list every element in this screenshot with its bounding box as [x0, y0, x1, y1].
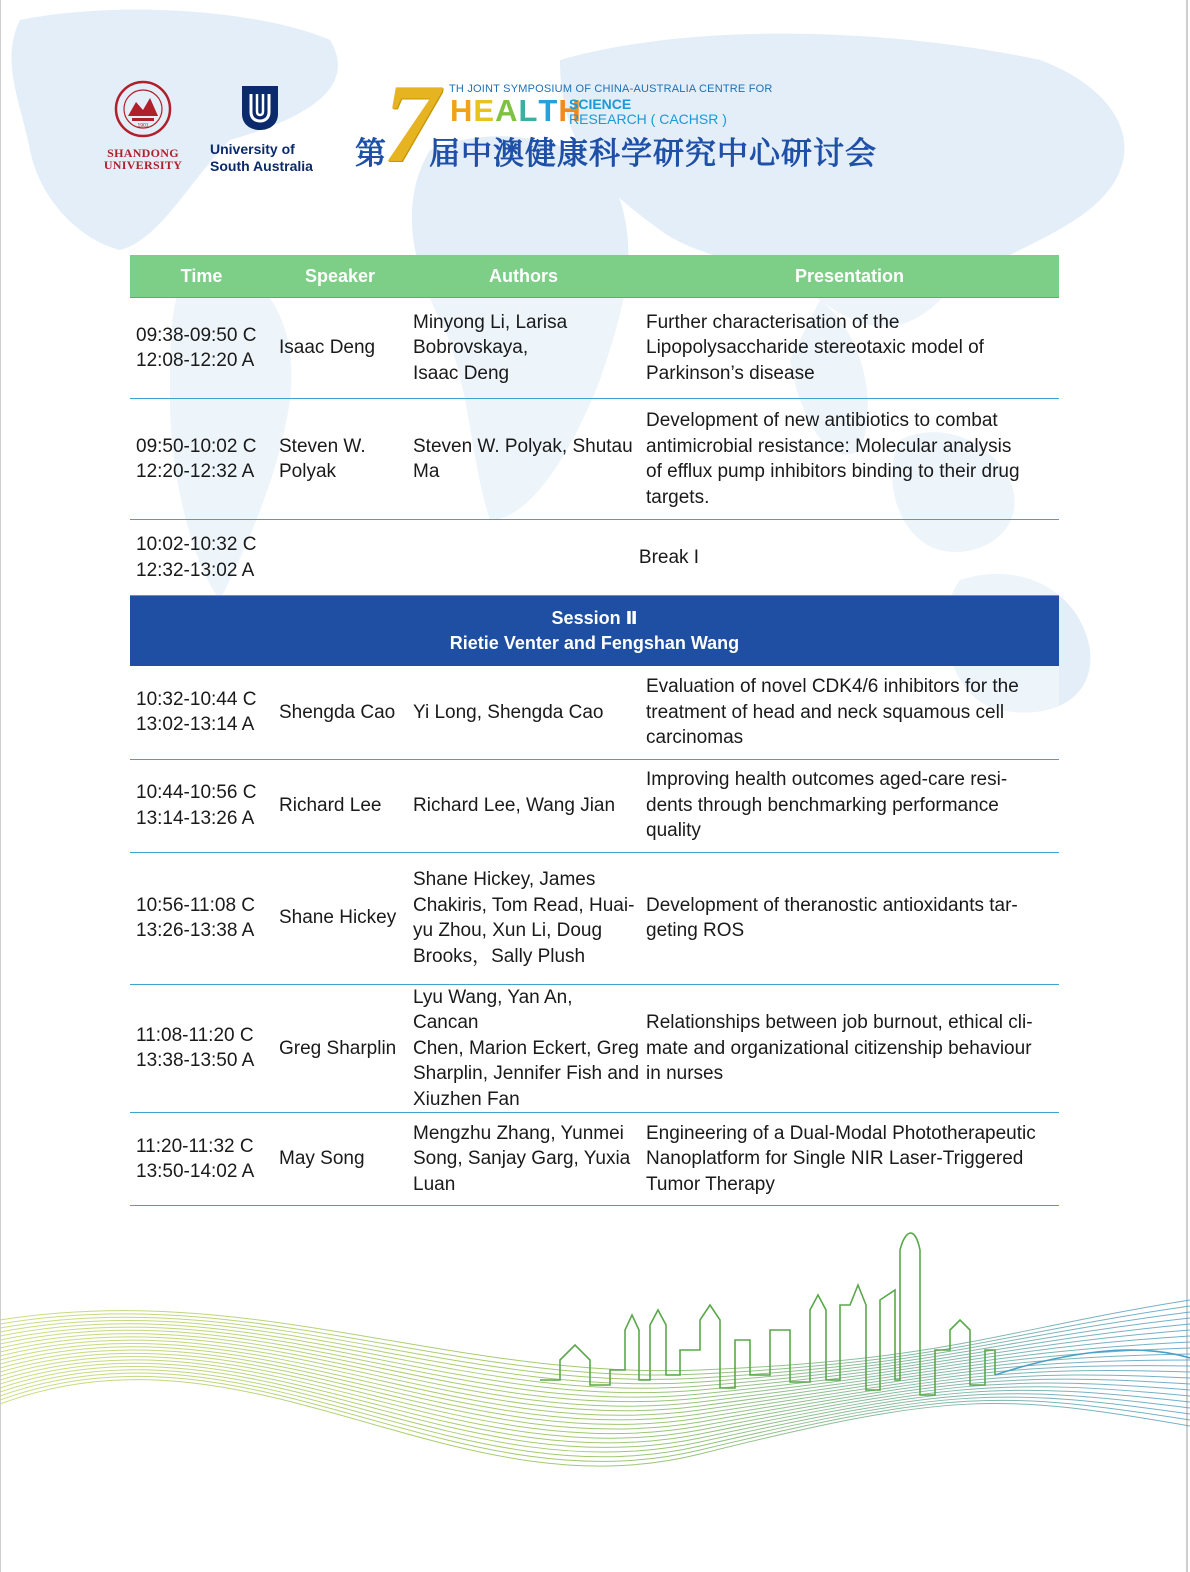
presentation-line: Further characterisation of the: [646, 311, 900, 333]
break-row: [130, 520, 1059, 596]
unisa-logo: [210, 84, 320, 175]
presentation-line: quality: [646, 820, 701, 842]
speaker-cell: Shane Hickey: [273, 852, 407, 984]
presentation-line: antimicrobial resistance: Molecular analysis: [646, 435, 1012, 457]
authors-line: Mengzhu Zhang, Yunmei: [413, 1122, 624, 1144]
time-c: 10:32-10:44 C: [136, 688, 257, 710]
session-title: Session Ⅱ: [551, 608, 638, 628]
time-cell: [130, 399, 273, 520]
authors-line: yu Zhou, Xun Li, Doug: [413, 920, 603, 941]
seal-year: 1901: [137, 123, 149, 129]
presentation-cell: [640, 1113, 1059, 1206]
table-row: [130, 666, 1059, 759]
time-a: 13:14-13:26 A: [136, 807, 255, 829]
unisa-shield-icon: [240, 84, 280, 132]
header-speaker: Speaker: [273, 255, 407, 298]
presentation-cell: [640, 759, 1059, 852]
presentation-line: Lipopolysaccharide stereotaxic model of: [646, 337, 984, 359]
time-cell: [130, 984, 273, 1113]
shandong-seal-icon: [114, 80, 172, 138]
page-header: [0, 0, 1190, 200]
presentation-line: Improving health outcomes aged-care resi-: [646, 769, 1008, 791]
presentation-line: treatment of head and neck squamous cell: [646, 701, 1005, 723]
speaker-cell: Steven W. Polyak: [273, 399, 407, 520]
time-cell: [130, 666, 273, 759]
presentation-line: in nurses: [646, 1063, 724, 1084]
symposium-number: 7: [383, 62, 439, 186]
break-time: [130, 520, 273, 596]
health-letter: E: [473, 93, 496, 128]
research-word: RESEARCH ( CACHSR ): [569, 111, 727, 127]
science-word: SCIENCE: [569, 96, 632, 112]
authors-cell: [407, 852, 640, 984]
speaker-cell: Greg Sharplin: [273, 984, 407, 1113]
presentation-line: dents through benchmarking performance: [646, 794, 999, 816]
chinese-title: [355, 128, 877, 173]
symposium-line: TH JOINT SYMPOSIUM OF CHINA-AUSTRALIA CENTRE FOR: [449, 83, 773, 95]
authors-cell: [407, 1113, 640, 1206]
header-time: Time: [130, 255, 273, 298]
presentation-cell: [640, 852, 1059, 984]
authors-line: Chen, Marion Eckert, Greg: [413, 1037, 639, 1059]
schedule-table: [130, 255, 1059, 1206]
presentation-line: Development of theranostic antioxidants tar-: [646, 894, 1018, 916]
shandong-university-logo: [100, 80, 186, 171]
session-chairs: Rietie Venter and Fengshan Wang: [449, 633, 740, 653]
authors-cell: [407, 298, 640, 399]
presentation-cell: [640, 984, 1059, 1113]
time-c: 09:50-10:02 C: [136, 435, 257, 457]
chinese-title-rest: 届中澳健康科学研究中心研讨会: [429, 136, 877, 171]
presentation-line: targets.: [646, 486, 710, 508]
time-a: 13:02-13:14 A: [136, 714, 255, 736]
session-cell: [130, 596, 1059, 667]
time-c: 11:08-11:20 C: [136, 1024, 254, 1046]
speaker-cell: Isaac Deng: [273, 298, 407, 399]
presentation-line: Relationships between job burnout, ethical cli-: [646, 1012, 1033, 1033]
time-a: 12:08-12:20 A: [136, 350, 255, 371]
time-a: 12:32-13:02 A: [136, 559, 255, 581]
city-skyline-decoration: [0, 1210, 1190, 1572]
presentation-cell: [640, 298, 1059, 399]
presentation-line: Parkinson’s disease: [646, 362, 815, 384]
presentation-line: carcinomas: [646, 727, 744, 748]
table-header-row: [130, 255, 1059, 298]
unisa-name-line2: South Australia: [210, 158, 313, 174]
sdu-name-line2: UNIVERSITY: [103, 158, 183, 172]
time-c: 10:02-10:32 C: [136, 534, 257, 555]
authors-line: Chakiris, Tom Read, Huai-: [413, 894, 635, 916]
authors-line: Sharplin, Jennifer Fish and: [413, 1063, 640, 1084]
authors-line: Luan: [413, 1173, 456, 1195]
table-row: [130, 852, 1059, 984]
presentation-line: mate and organizational citizenship behaviour: [646, 1037, 1032, 1059]
speaker-cell: Richard Lee: [273, 759, 407, 852]
authors-cell: [407, 984, 640, 1113]
authors-line: Brooks，Sally Plush: [413, 945, 586, 967]
time-cell: [130, 852, 273, 984]
time-c: 09:38-09:50 C: [136, 324, 257, 346]
table-row: [130, 298, 1059, 399]
authors-line: Steven W. Polyak, Shutau: [413, 435, 633, 457]
time-a: 13:26-13:38 A: [136, 920, 255, 941]
break-label: Break I: [273, 520, 1059, 596]
time-a: 12:20-12:32 A: [136, 461, 255, 482]
authors-line: Song, Sanjay Garg, Yuxia: [413, 1148, 631, 1170]
table-row: [130, 399, 1059, 520]
time-a: 13:38-13:50 A: [136, 1050, 255, 1072]
authors-line: Bobrovskaya,: [413, 337, 529, 359]
speaker-cell: May Song: [273, 1113, 407, 1206]
authors-line: Shane Hickey, James: [413, 869, 596, 890]
chinese-title-first: 第: [355, 136, 387, 171]
health-letter: H: [558, 93, 582, 128]
presentation-line: Engineering of a Dual-Modal Phototherapeutic: [646, 1122, 1036, 1144]
presentation-line: Nanoplatform for Single NIR Laser-Triggered: [646, 1148, 1024, 1170]
time-cell: [130, 298, 273, 399]
table-row: [130, 1113, 1059, 1206]
presentation-line: Evaluation of novel CDK4/6 inhibitors for the: [646, 676, 1019, 697]
presentation-line: Tumor Therapy: [646, 1173, 775, 1195]
authors-cell: [407, 666, 640, 759]
health-letter: A: [495, 93, 519, 128]
health-letter: T: [538, 93, 559, 128]
authors-cell: [407, 399, 640, 520]
session-row: [130, 596, 1059, 667]
authors-line: Ma: [413, 461, 440, 482]
authors-line: Minyong Li, Larisa: [413, 311, 568, 333]
speaker-cell: Shengda Cao: [273, 666, 407, 759]
time-cell: [130, 759, 273, 852]
time-c: 10:44-10:56 C: [136, 782, 257, 803]
health-wordmark: [450, 94, 582, 128]
authors-line: Xiuzhen Fan: [413, 1088, 520, 1110]
presentation-line: of efflux pump inhibitors binding to their drug: [646, 461, 1020, 482]
authors-cell: [407, 759, 640, 852]
time-c: 11:20-11:32 C: [136, 1135, 254, 1157]
authors-line: Richard Lee, Wang Jian: [413, 794, 616, 816]
time-a: 13:50-14:02 A: [136, 1161, 255, 1182]
presentation-cell: [640, 399, 1059, 520]
authors-line: Lyu Wang, Yan An, Cancan: [413, 986, 573, 1033]
unisa-name-line1: University of: [210, 141, 295, 157]
time-c: 10:56-11:08 C: [136, 894, 256, 916]
table-row: [130, 984, 1059, 1113]
presentation-line: geting ROS: [646, 920, 745, 941]
table-row: [130, 759, 1059, 852]
health-letter: L: [518, 93, 539, 128]
sdu-name-line1: SHANDONG: [107, 146, 179, 160]
symposium-title: [355, 62, 877, 186]
presentation-line: Development of new antibiotics to combat: [646, 410, 998, 431]
presentation-cell: [640, 666, 1059, 759]
header-authors: Authors: [407, 255, 640, 298]
authors-line: Isaac Deng: [413, 362, 510, 384]
authors-line: Yi Long, Shengda Cao: [413, 701, 604, 723]
time-cell: [130, 1113, 273, 1206]
header-presentation: Presentation: [640, 255, 1059, 298]
health-letter: H: [450, 93, 474, 128]
